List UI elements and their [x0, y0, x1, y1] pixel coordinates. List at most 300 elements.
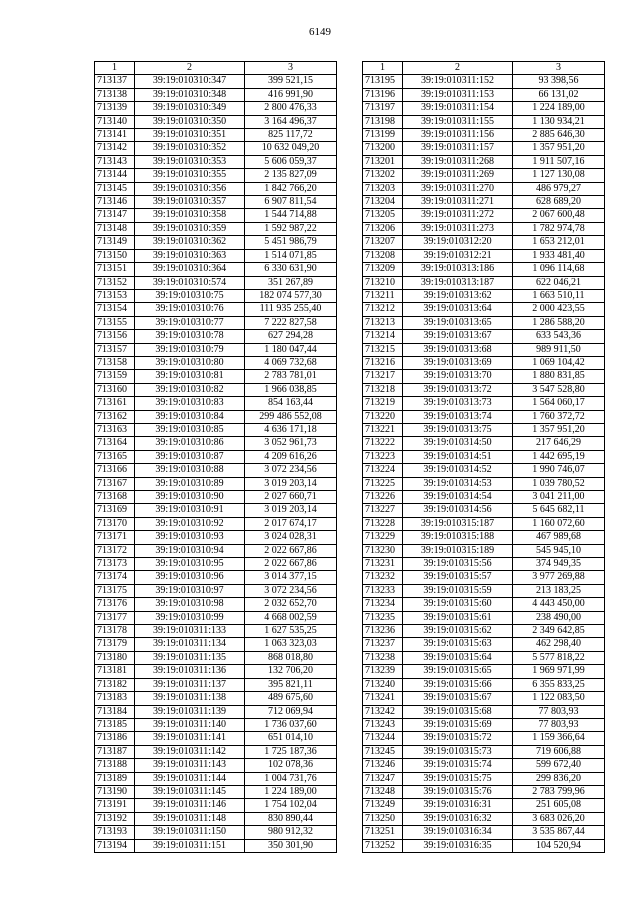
- cadastral-number-cell: 39:19:010310:93: [135, 531, 245, 544]
- row-number-cell: 713209: [363, 263, 403, 276]
- value-cell: 854 163,44: [245, 397, 337, 410]
- value-cell: 2 032 652,70: [245, 598, 337, 611]
- row-number-cell: 713200: [363, 142, 403, 155]
- row-number-cell: 713178: [95, 625, 135, 638]
- row-number-cell: 713242: [363, 705, 403, 718]
- cadastral-number-cell: 39:19:010313:68: [403, 343, 513, 356]
- cadastral-number-cell: 39:19:010311:145: [135, 785, 245, 798]
- row-number-cell: 713138: [95, 88, 135, 101]
- row-number-cell: 713218: [363, 383, 403, 396]
- row-number-cell: 713153: [95, 289, 135, 302]
- row-number-cell: 713180: [95, 651, 135, 664]
- cadastral-number-cell: 39:19:010311:273: [403, 222, 513, 235]
- cadastral-number-cell: 39:19:010310:95: [135, 558, 245, 571]
- row-number-cell: 713252: [363, 839, 403, 852]
- value-cell: 77 803,93: [513, 705, 605, 718]
- value-cell: 1 990 746,07: [513, 464, 605, 477]
- row-number-cell: 713177: [95, 611, 135, 624]
- row-number-cell: 713205: [363, 209, 403, 222]
- row-number-cell: 713212: [363, 303, 403, 316]
- cadastral-number-cell: 39:19:010310:353: [135, 155, 245, 168]
- table-row: [363, 169, 605, 182]
- table-row: [363, 665, 605, 678]
- row-number-cell: 713238: [363, 651, 403, 664]
- cadastral-number-cell: 39:19:010310:76: [135, 303, 245, 316]
- cadastral-number-cell: 39:19:010310:349: [135, 102, 245, 115]
- cadastral-number-cell: 39:19:010311:150: [135, 826, 245, 839]
- table-row: [95, 249, 337, 262]
- cadastral-number-cell: 39:19:010310:88: [135, 464, 245, 477]
- table-row: [95, 155, 337, 168]
- table-row: [363, 584, 605, 597]
- cadastral-number-cell: 39:19:010313:67: [403, 330, 513, 343]
- row-number-cell: 713229: [363, 531, 403, 544]
- row-number-cell: 713221: [363, 423, 403, 436]
- value-cell: 3 024 028,31: [245, 531, 337, 544]
- cadastral-number-cell: 39:19:010310:351: [135, 129, 245, 142]
- row-number-cell: 713145: [95, 182, 135, 195]
- row-number-cell: 713174: [95, 571, 135, 584]
- row-number-cell: 713155: [95, 316, 135, 329]
- cadastral-number-cell: 39:19:010311:148: [135, 812, 245, 825]
- cadastral-number-cell: 39:19:010315:64: [403, 651, 513, 664]
- table-row: [95, 799, 337, 812]
- cadastral-number-cell: 39:19:010313:62: [403, 289, 513, 302]
- cadastral-number-cell: 39:19:010315:76: [403, 785, 513, 798]
- table-row: [95, 397, 337, 410]
- cadastral-number-cell: 39:19:010315:188: [403, 531, 513, 544]
- table-row: [363, 504, 605, 517]
- table-row: [95, 236, 337, 249]
- row-number-cell: 713187: [95, 745, 135, 758]
- value-cell: 399 521,15: [245, 75, 337, 88]
- value-cell: 4 636 171,18: [245, 423, 337, 436]
- table-row: [363, 196, 605, 209]
- table-row: [363, 692, 605, 705]
- row-number-cell: 713173: [95, 558, 135, 571]
- cadastral-number-cell: 39:19:010315:56: [403, 558, 513, 571]
- table-row: [95, 812, 337, 825]
- row-number-cell: 713175: [95, 584, 135, 597]
- value-cell: 599 672,40: [513, 759, 605, 772]
- table-row: [95, 718, 337, 731]
- cadastral-number-cell: 39:19:010315:68: [403, 705, 513, 718]
- cadastral-number-cell: 39:19:010314:53: [403, 477, 513, 490]
- value-cell: 416 991,90: [245, 88, 337, 101]
- value-cell: 2 349 642,85: [513, 625, 605, 638]
- value-cell: 1 880 831,85: [513, 370, 605, 383]
- row-number-cell: 713181: [95, 665, 135, 678]
- cadastral-number-cell: 39:19:010312:21: [403, 249, 513, 262]
- table-row: [95, 343, 337, 356]
- table-row: [95, 558, 337, 571]
- row-number-cell: 713248: [363, 785, 403, 798]
- value-cell: 3 164 496,37: [245, 115, 337, 128]
- value-cell: 374 949,35: [513, 558, 605, 571]
- cadastral-number-cell: 39:19:010311:151: [135, 839, 245, 852]
- row-number-cell: 713176: [95, 598, 135, 611]
- value-cell: 1 663 510,11: [513, 289, 605, 302]
- cadastral-number-cell: 39:19:010315:59: [403, 584, 513, 597]
- row-number-cell: 713148: [95, 222, 135, 235]
- table-row: [363, 517, 605, 530]
- cadastral-number-cell: 39:19:010313:65: [403, 316, 513, 329]
- row-number-cell: 713197: [363, 102, 403, 115]
- cadastral-number-cell: 39:19:010313:73: [403, 397, 513, 410]
- value-cell: 3 535 867,44: [513, 826, 605, 839]
- table-row: [95, 316, 337, 329]
- row-number-cell: 713227: [363, 504, 403, 517]
- cadastral-number-cell: 39:19:010314:52: [403, 464, 513, 477]
- table-row: [95, 772, 337, 785]
- table-row: [363, 839, 605, 852]
- row-number-cell: 713159: [95, 370, 135, 383]
- table-row: [363, 370, 605, 383]
- table-row: [95, 651, 337, 664]
- value-cell: 1 069 104,42: [513, 356, 605, 369]
- row-number-cell: 713160: [95, 383, 135, 396]
- cadastral-number-cell: 39:19:010311:154: [403, 102, 513, 115]
- column-header: 3: [245, 62, 337, 75]
- table-row: [363, 437, 605, 450]
- value-cell: 627 294,28: [245, 330, 337, 343]
- table-row: [363, 330, 605, 343]
- cadastral-number-cell: 39:19:010310:85: [135, 423, 245, 436]
- cadastral-number-cell: 39:19:010311:269: [403, 169, 513, 182]
- row-number-cell: 713243: [363, 718, 403, 731]
- value-cell: 2 783 799,96: [513, 785, 605, 798]
- cadastral-number-cell: 39:19:010311:146: [135, 799, 245, 812]
- table-row: [95, 531, 337, 544]
- table-row: [363, 638, 605, 651]
- value-cell: 1 911 507,16: [513, 155, 605, 168]
- table-row: [95, 437, 337, 450]
- row-number-cell: 713233: [363, 584, 403, 597]
- table-row: [95, 705, 337, 718]
- cadastral-number-cell: 39:19:010310:357: [135, 196, 245, 209]
- cadastral-number-cell: 39:19:010310:348: [135, 88, 245, 101]
- cadastral-number-cell: 39:19:010310:80: [135, 356, 245, 369]
- cadastral-number-cell: 39:19:010316:32: [403, 812, 513, 825]
- value-cell: 467 989,68: [513, 531, 605, 544]
- table-row: [363, 799, 605, 812]
- value-cell: 10 632 049,20: [245, 142, 337, 155]
- row-number-cell: 713237: [363, 638, 403, 651]
- cadastral-number-cell: 39:19:010311:271: [403, 196, 513, 209]
- value-cell: 486 979,27: [513, 182, 605, 195]
- row-number-cell: 713140: [95, 115, 135, 128]
- value-cell: 132 706,20: [245, 665, 337, 678]
- row-number-cell: 713234: [363, 598, 403, 611]
- column-header: 1: [95, 62, 135, 75]
- cadastral-number-cell: 39:19:010310:87: [135, 450, 245, 463]
- cadastral-number-cell: 39:19:010310:81: [135, 370, 245, 383]
- row-number-cell: 713246: [363, 759, 403, 772]
- row-number-cell: 713251: [363, 826, 403, 839]
- row-number-cell: 713158: [95, 356, 135, 369]
- row-number-cell: 713245: [363, 745, 403, 758]
- table-row: [363, 718, 605, 731]
- table-row: [95, 759, 337, 772]
- table-row: [363, 812, 605, 825]
- table-row: [95, 263, 337, 276]
- value-cell: 1 969 971,99: [513, 665, 605, 678]
- table-row: [363, 343, 605, 356]
- row-number-cell: 713163: [95, 423, 135, 436]
- cadastral-number-cell: 39:19:010310:78: [135, 330, 245, 343]
- row-number-cell: 713164: [95, 437, 135, 450]
- row-number-cell: 713147: [95, 209, 135, 222]
- row-number-cell: 713241: [363, 692, 403, 705]
- table-row: [95, 209, 337, 222]
- row-number-cell: 713207: [363, 236, 403, 249]
- value-cell: 1 286 588,20: [513, 316, 605, 329]
- table-row: [363, 598, 605, 611]
- cadastral-number-cell: 39:19:010311:135: [135, 651, 245, 664]
- value-cell: 5 606 059,37: [245, 155, 337, 168]
- row-number-cell: 713225: [363, 477, 403, 490]
- row-number-cell: 713199: [363, 129, 403, 142]
- value-cell: 1 782 974,78: [513, 222, 605, 235]
- row-number-cell: 713170: [95, 517, 135, 530]
- cadastral-number-cell: 39:19:010310:352: [135, 142, 245, 155]
- cadastral-number-cell: 39:19:010315:60: [403, 598, 513, 611]
- row-number-cell: 713222: [363, 437, 403, 450]
- table-row: [363, 115, 605, 128]
- row-number-cell: 713152: [95, 276, 135, 289]
- row-number-cell: 713165: [95, 450, 135, 463]
- cadastral-number-cell: 39:19:010315:75: [403, 772, 513, 785]
- cadastral-number-cell: 39:19:010311:139: [135, 705, 245, 718]
- cadastral-number-cell: 39:19:010310:359: [135, 222, 245, 235]
- row-number-cell: 713224: [363, 464, 403, 477]
- row-number-cell: 713249: [363, 799, 403, 812]
- value-cell: 1 127 130,08: [513, 169, 605, 182]
- table-row: [363, 236, 605, 249]
- cadastral-number-cell: 39:19:010315:67: [403, 692, 513, 705]
- cadastral-number-cell: 39:19:010311:153: [403, 88, 513, 101]
- table-row: [363, 745, 605, 758]
- table-row: [363, 625, 605, 638]
- value-cell: 1 224 189,00: [245, 785, 337, 798]
- row-number-cell: 713208: [363, 249, 403, 262]
- cadastral-number-cell: 39:19:010311:157: [403, 142, 513, 155]
- row-number-cell: 713230: [363, 544, 403, 557]
- table-row: [95, 129, 337, 142]
- value-cell: 830 890,44: [245, 812, 337, 825]
- cadastral-table-right: [362, 61, 605, 853]
- table-row: [95, 88, 337, 101]
- table-row: [95, 544, 337, 557]
- row-number-cell: 713201: [363, 155, 403, 168]
- table-row: [363, 289, 605, 302]
- table-row: [363, 651, 605, 664]
- cadastral-number-cell: 39:19:010310:97: [135, 584, 245, 597]
- cadastral-number-cell: 39:19:010316:35: [403, 839, 513, 852]
- value-cell: 1 564 060,17: [513, 397, 605, 410]
- table-row: [363, 558, 605, 571]
- value-cell: 182 074 577,30: [245, 289, 337, 302]
- table-row: [95, 826, 337, 839]
- value-cell: 3 019 203,14: [245, 477, 337, 490]
- cadastral-number-cell: 39:19:010310:355: [135, 169, 245, 182]
- cadastral-number-cell: 39:19:010311:270: [403, 182, 513, 195]
- cadastral-number-cell: 39:19:010311:134: [135, 638, 245, 651]
- row-number-cell: 713236: [363, 625, 403, 638]
- value-cell: 462 298,40: [513, 638, 605, 651]
- cadastral-number-cell: 39:19:010316:31: [403, 799, 513, 812]
- value-cell: 825 117,72: [245, 129, 337, 142]
- cadastral-number-cell: 39:19:010310:99: [135, 611, 245, 624]
- row-number-cell: 713154: [95, 303, 135, 316]
- row-number-cell: 713214: [363, 330, 403, 343]
- table-row: [95, 464, 337, 477]
- table-row: [363, 222, 605, 235]
- table-row: [363, 826, 605, 839]
- cadastral-number-cell: 39:19:010311:155: [403, 115, 513, 128]
- value-cell: 77 803,93: [513, 718, 605, 731]
- value-cell: 628 689,20: [513, 196, 605, 209]
- value-cell: 1 933 481,40: [513, 249, 605, 262]
- cadastral-number-cell: 39:19:010316:34: [403, 826, 513, 839]
- table-row: [95, 504, 337, 517]
- cadastral-number-cell: 39:19:010310:82: [135, 383, 245, 396]
- value-cell: 1 736 037,60: [245, 718, 337, 731]
- table-row: [95, 598, 337, 611]
- row-number-cell: 713182: [95, 678, 135, 691]
- table-row: [95, 303, 337, 316]
- row-number-cell: 713232: [363, 571, 403, 584]
- column-header: 3: [513, 62, 605, 75]
- cadastral-number-cell: 39:19:010310:358: [135, 209, 245, 222]
- value-cell: 2 022 667,86: [245, 558, 337, 571]
- value-cell: 1 122 083,50: [513, 692, 605, 705]
- value-cell: 299 836,20: [513, 772, 605, 785]
- table-row: [95, 169, 337, 182]
- table-row: [95, 383, 337, 396]
- row-number-cell: 713194: [95, 839, 135, 852]
- cadastral-number-cell: 39:19:010311:133: [135, 625, 245, 638]
- table-row: [95, 571, 337, 584]
- row-number-cell: 713162: [95, 410, 135, 423]
- cadastral-number-cell: 39:19:010315:189: [403, 544, 513, 557]
- row-number-cell: 713151: [95, 263, 135, 276]
- cadastral-number-cell: 39:19:010315:73: [403, 745, 513, 758]
- row-number-cell: 713137: [95, 75, 135, 88]
- value-cell: 102 078,36: [245, 759, 337, 772]
- cadastral-number-cell: 39:19:010313:74: [403, 410, 513, 423]
- value-cell: 111 935 255,40: [245, 303, 337, 316]
- cadastral-number-cell: 39:19:010313:72: [403, 383, 513, 396]
- cadastral-number-cell: 39:19:010313:186: [403, 263, 513, 276]
- row-number-cell: 713193: [95, 826, 135, 839]
- cadastral-number-cell: 39:19:010315:66: [403, 678, 513, 691]
- table-row: [363, 464, 605, 477]
- table-row: [95, 370, 337, 383]
- row-number-cell: 713211: [363, 289, 403, 302]
- cadastral-number-cell: 39:19:010315:61: [403, 611, 513, 624]
- value-cell: 2 017 674,17: [245, 517, 337, 530]
- row-number-cell: 713161: [95, 397, 135, 410]
- cadastral-number-cell: 39:19:010310:84: [135, 410, 245, 423]
- value-cell: 2 022 667,86: [245, 544, 337, 557]
- table-row: [363, 155, 605, 168]
- table-row: [363, 531, 605, 544]
- table-row: [95, 732, 337, 745]
- value-cell: 2 135 827,09: [245, 169, 337, 182]
- row-number-cell: 713219: [363, 397, 403, 410]
- cadastral-number-cell: 39:19:010310:89: [135, 477, 245, 490]
- row-number-cell: 713231: [363, 558, 403, 571]
- row-number-cell: 713195: [363, 75, 403, 88]
- row-number-cell: 713191: [95, 799, 135, 812]
- table-row: [363, 102, 605, 115]
- page-number: 6149: [309, 26, 331, 38]
- row-number-cell: 713172: [95, 544, 135, 557]
- column-header: 2: [403, 62, 513, 75]
- cadastral-number-cell: 39:19:010313:70: [403, 370, 513, 383]
- cadastral-number-cell: 39:19:010310:75: [135, 289, 245, 302]
- table-row: [95, 102, 337, 115]
- table-row: [95, 356, 337, 369]
- row-number-cell: 713250: [363, 812, 403, 825]
- cadastral-number-cell: 39:19:010310:79: [135, 343, 245, 356]
- cadastral-number-cell: 39:19:010315:65: [403, 665, 513, 678]
- value-cell: 1 160 072,60: [513, 517, 605, 530]
- cadastral-number-cell: 39:19:010315:187: [403, 517, 513, 530]
- value-cell: 4 443 450,00: [513, 598, 605, 611]
- cadastral-number-cell: 39:19:010314:50: [403, 437, 513, 450]
- cadastral-number-cell: 39:19:010315:72: [403, 732, 513, 745]
- cadastral-number-cell: 39:19:010314:51: [403, 450, 513, 463]
- row-number-cell: 713186: [95, 732, 135, 745]
- cadastral-number-cell: 39:19:010310:83: [135, 397, 245, 410]
- row-number-cell: 713157: [95, 343, 135, 356]
- cadastral-table-left: [94, 61, 337, 853]
- row-number-cell: 713196: [363, 88, 403, 101]
- row-number-cell: 713167: [95, 477, 135, 490]
- table-header-row: [95, 62, 337, 75]
- cadastral-number-cell: 39:19:010314:56: [403, 504, 513, 517]
- value-cell: 1 039 780,52: [513, 477, 605, 490]
- cadastral-number-cell: 39:19:010311:137: [135, 678, 245, 691]
- cadastral-number-cell: 39:19:010310:364: [135, 263, 245, 276]
- cadastral-number-cell: 39:19:010310:574: [135, 276, 245, 289]
- value-cell: 213 183,25: [513, 584, 605, 597]
- value-cell: 6 907 811,54: [245, 196, 337, 209]
- row-number-cell: 713150: [95, 249, 135, 262]
- value-cell: 1 063 323,03: [245, 638, 337, 651]
- table-row: [363, 732, 605, 745]
- value-cell: 3 977 269,88: [513, 571, 605, 584]
- table-row: [363, 785, 605, 798]
- value-cell: 2 783 781,01: [245, 370, 337, 383]
- table-row: [363, 249, 605, 262]
- cadastral-number-cell: 39:19:010315:57: [403, 571, 513, 584]
- value-cell: 3 014 377,15: [245, 571, 337, 584]
- table-row: [363, 423, 605, 436]
- table-row: [95, 625, 337, 638]
- value-cell: 217 646,29: [513, 437, 605, 450]
- table-row: [95, 450, 337, 463]
- value-cell: 66 131,02: [513, 88, 605, 101]
- cadastral-number-cell: 39:19:010310:94: [135, 544, 245, 557]
- cadastral-number-cell: 39:19:010310:363: [135, 249, 245, 262]
- table-row: [363, 129, 605, 142]
- table-row: [95, 423, 337, 436]
- value-cell: 1 544 714,88: [245, 209, 337, 222]
- table-row: [95, 692, 337, 705]
